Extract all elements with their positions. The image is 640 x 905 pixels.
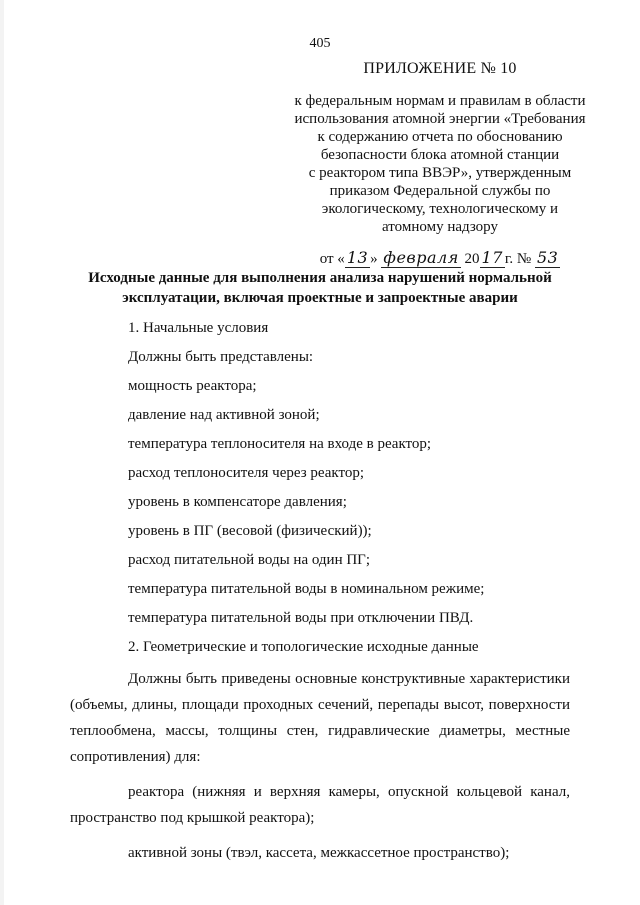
scan-edge xyxy=(0,0,4,905)
appendix-line: приказом Федеральной службы по xyxy=(329,183,551,199)
paragraph: реактора (нижняя и верхняя камеры, опускной кольцевой канал, пространство под крышкой реактора); xyxy=(70,784,570,826)
order-prefix: от « xyxy=(319,251,345,267)
list-item: уровень в ПГ (весовой (физический)); xyxy=(128,523,372,539)
appendix-line: экологическому, технологическому и xyxy=(321,201,559,217)
order-day-handwritten: 13 xyxy=(346,248,369,267)
appendix-line: атомному надзору xyxy=(382,219,498,235)
list-item: давление над активной зоной; xyxy=(128,407,320,423)
list-item: 2. Геометрические и топологические исходные данные xyxy=(128,639,479,655)
list-item: температура питательной воды в номинальном режиме; xyxy=(128,581,485,597)
page-number: 405 xyxy=(309,36,331,51)
list-item: Должны быть представлены: xyxy=(128,349,314,365)
order-date-line xyxy=(290,248,590,269)
list-item: расход питательной воды на один ПГ; xyxy=(128,552,371,568)
list-item: расход теплоносителя через реактор; xyxy=(128,465,364,481)
order-number-handwritten: 53 xyxy=(536,248,559,267)
body-text xyxy=(70,318,570,866)
appendix-block xyxy=(290,60,590,269)
paragraph: активной зоны (твэл, кассета, межкассетное пространство); xyxy=(128,845,510,861)
appendix-line: к федеральным нормам и правилам в области xyxy=(294,93,586,109)
appendix-line: использования атомной энергии «Требования xyxy=(294,111,586,127)
appendix-title: ПРИЛОЖЕНИЕ № 10 xyxy=(363,60,517,77)
order-year-handwritten: 17 xyxy=(481,248,503,267)
appendix-line: безопасности блока атомной станции xyxy=(320,147,560,163)
order-g: г. № xyxy=(504,251,535,267)
list-item: 1. Начальные условия xyxy=(128,320,269,336)
section-heading: Исходные данные для выполнения анализа нарушений нормальной эксплуатации, включая проектные и запроектные аварии xyxy=(88,270,552,306)
list-item: температура теплоносителя на входе в реактор; xyxy=(128,436,432,452)
order-month-handwritten: февраля xyxy=(383,248,459,267)
appendix-line: с реактором типа ВВЭР», утвержденным xyxy=(308,165,572,181)
order-mid: » xyxy=(370,251,382,267)
list-item: температура питательной воды при отключении ПВД. xyxy=(128,610,474,626)
paragraph: Должны быть приведены основные конструктивные характеристики (объемы, длины, площади проходных сечений, перепады высот, поверхности теплообмена, массы, толщины стен, гидравлические диаметры, местные сопротивления) для: xyxy=(70,671,570,765)
order-year-prefix: 20 xyxy=(460,251,480,267)
appendix-line: к содержанию отчета по обоснованию xyxy=(317,129,563,145)
list-item: уровень в компенсаторе давления; xyxy=(128,494,347,510)
list-item: мощность реактора; xyxy=(128,378,257,394)
